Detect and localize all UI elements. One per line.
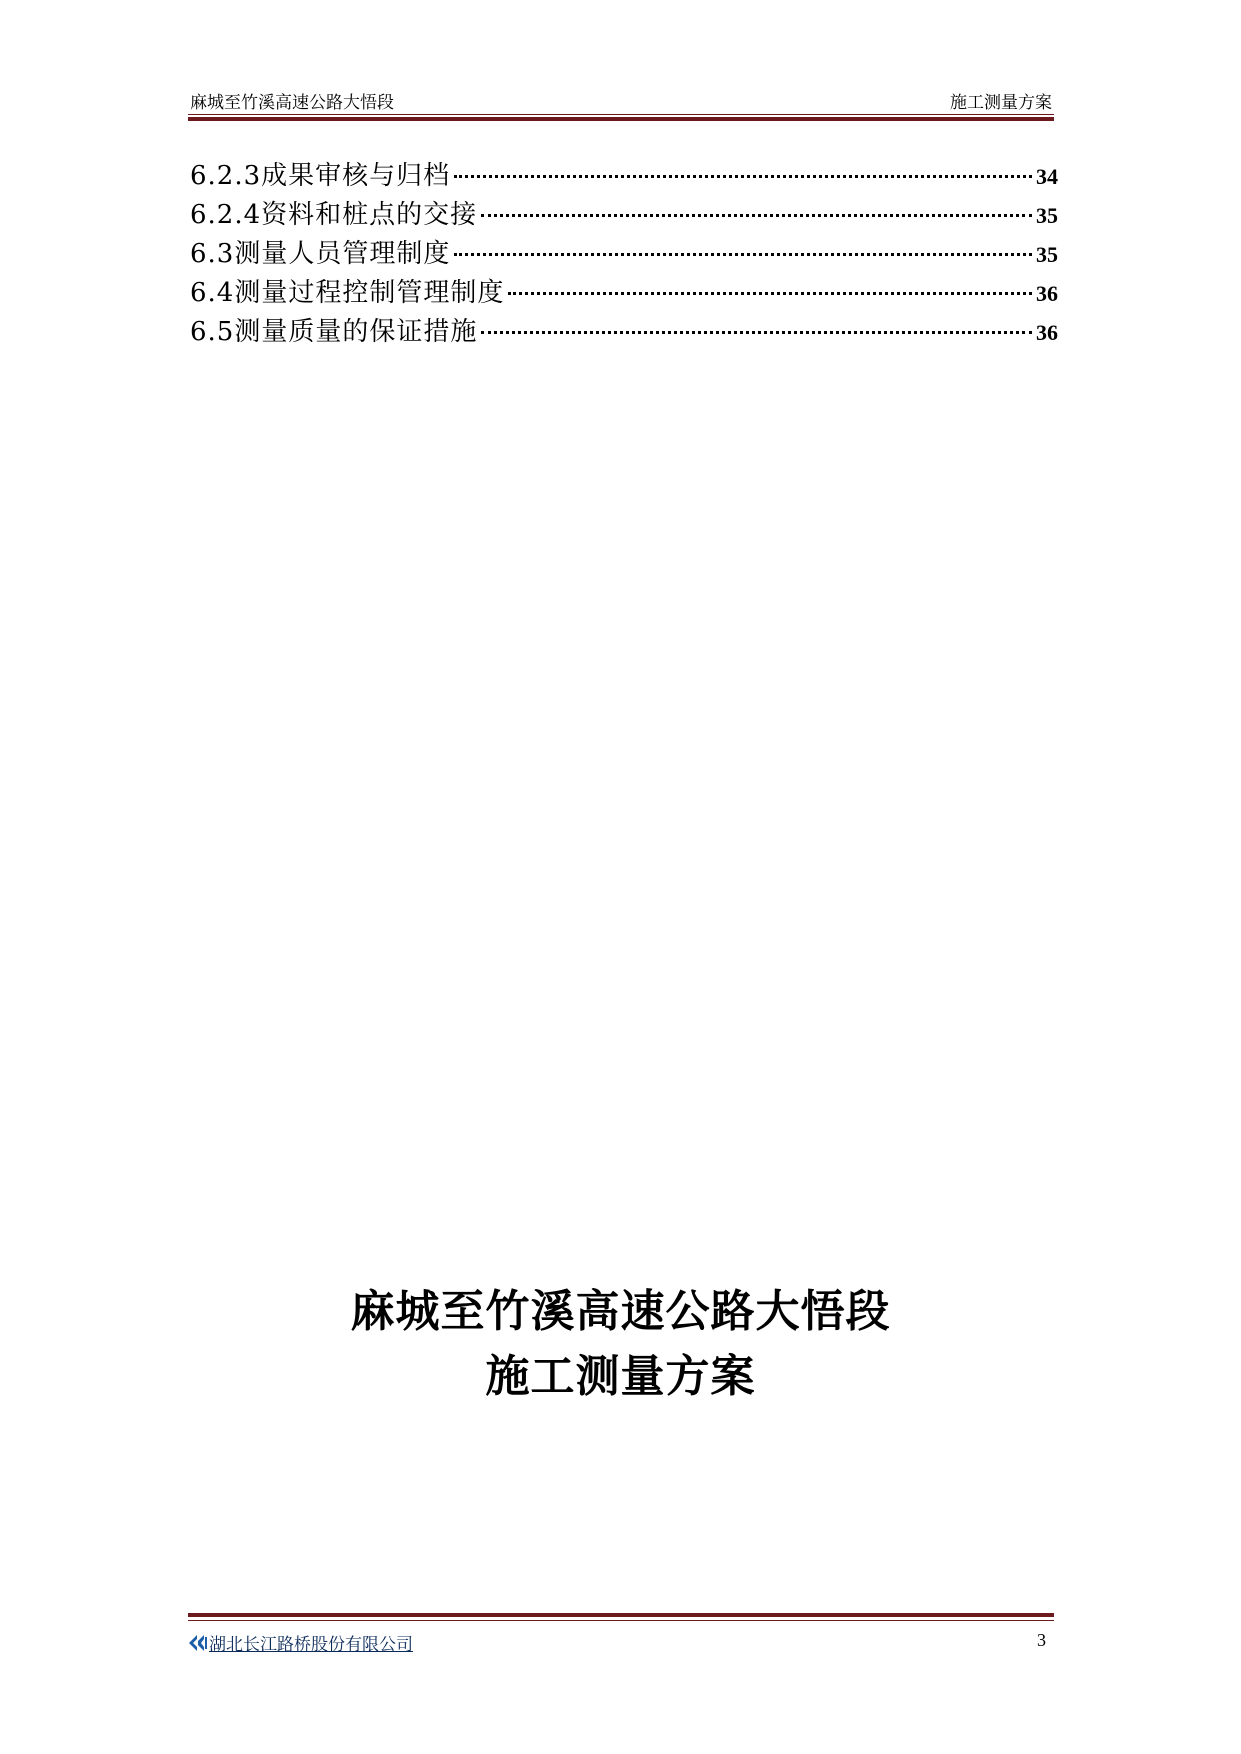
toc-leader-dots: [508, 292, 1032, 295]
footer-rule-thick: [188, 1613, 1054, 1617]
toc-entry-page: 36: [1036, 320, 1058, 345]
toc-entry-page: 36: [1036, 281, 1058, 306]
toc-entry-title: 成果审核与归档: [261, 161, 451, 191]
toc-entry-page: 35: [1036, 203, 1058, 228]
toc-entry-number: 6.2.3: [190, 161, 262, 191]
header-project-name: 麻城至竹溪高速公路大悟段: [190, 93, 394, 113]
toc-leader-dots: [454, 175, 1032, 178]
header-rule-thin: [188, 114, 1054, 115]
toc-entry[interactable]: [190, 155, 1058, 194]
toc-entry-page: 34: [1036, 164, 1058, 189]
toc-entry-title: 测量质量的保证措施: [234, 317, 478, 347]
toc-leader-dots: [454, 253, 1032, 256]
toc-entry-title: 资料和桩点的交接: [261, 200, 478, 230]
toc-entry-title: 测量过程控制管理制度: [234, 278, 505, 308]
toc-leader-dots: [481, 331, 1032, 334]
table-of-contents: [190, 155, 1058, 350]
toc-entry-number: 6.4: [190, 278, 235, 308]
header-rule-thick: [188, 117, 1054, 121]
toc-entry[interactable]: [190, 272, 1058, 311]
document-title-line1: 麻城至竹溪高速公路大悟段: [350, 1286, 891, 1337]
page-header: [190, 88, 1052, 112]
toc-entry-page: 35: [1036, 242, 1058, 267]
toc-entry-number: 6.3: [190, 239, 235, 269]
toc-entry[interactable]: [190, 194, 1058, 233]
toc-entry[interactable]: [190, 233, 1058, 272]
toc-entry-title: 测量人员管理制度: [234, 239, 451, 269]
company-logo-icon: [188, 1634, 208, 1652]
page-number: 3: [1037, 1630, 1046, 1650]
header-document-name: 施工测量方案: [950, 93, 1052, 113]
toc-entry-number: 6.2.4: [190, 200, 262, 230]
company-name: 湖北长江路桥股份有限公司: [209, 1635, 413, 1655]
toc-entry-number: 6.5: [190, 317, 235, 347]
document-title-line2: 施工测量方案: [485, 1351, 756, 1402]
toc-leader-dots: [481, 214, 1032, 217]
footer-company: [188, 1630, 413, 1655]
footer-rule-thin: [188, 1620, 1054, 1621]
toc-entry[interactable]: [190, 311, 1058, 350]
page-footer: [188, 1630, 1054, 1654]
